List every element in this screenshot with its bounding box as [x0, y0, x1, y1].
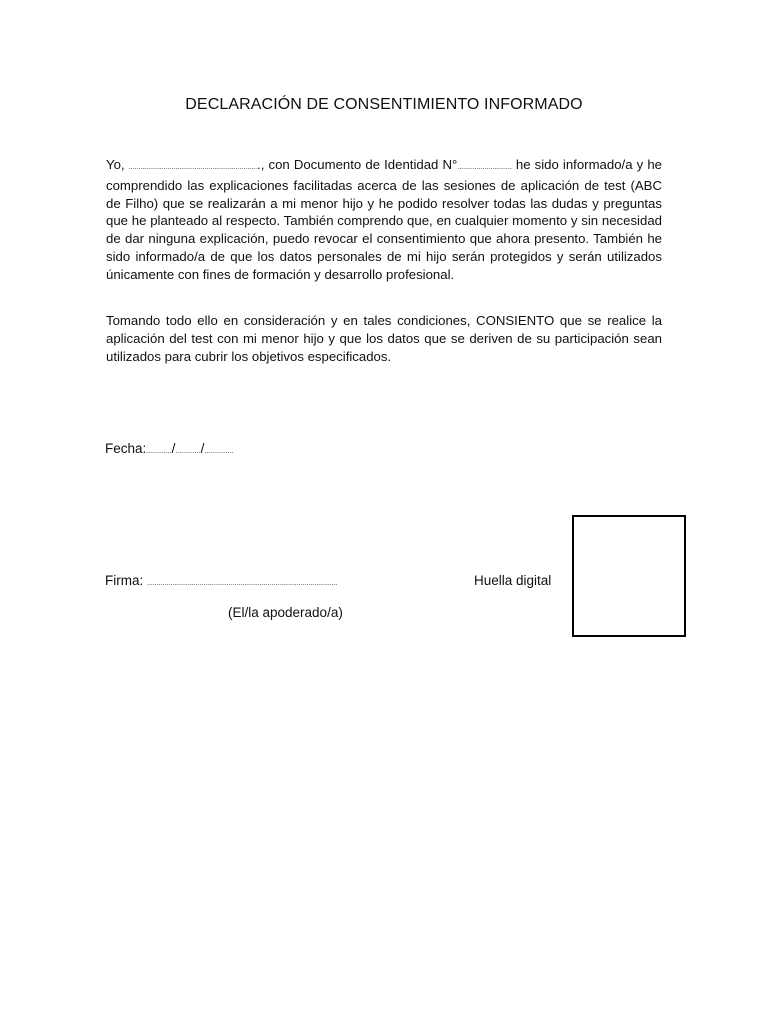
signature-label: Firma:: [105, 573, 147, 588]
signature-blank: ..................................................................................................: [147, 580, 338, 587]
signature-line: [105, 573, 338, 588]
year-blank: ...............: [204, 448, 234, 455]
signature-caption: (El/la apoderado/a): [228, 605, 343, 620]
id-label: ., con Documento de Identidad N°: [257, 157, 458, 172]
consent-body-text: he sido informado/a y he comprendido las explicaciones facilitadas acerca de las sesiones de aplicación de test (ABC de Filho) que se realizarán a mi menor hijo y he podido resolver todas las dudas y preguntas que he planteado al respecto. También comprendo que, en cualquier momento y sin necesidad de dar ninguna explicación, puedo revocar el consentimiento que ahora presento. También he sido informado/a de que los datos personales de mi hijo serán protegidos y serán utilizados únicamente con fines de formación y desarrollo profesional.: [106, 157, 663, 282]
date-label: Fecha:: [105, 441, 147, 456]
date-separator: /: [200, 441, 205, 456]
date-line: [105, 441, 234, 456]
month-blank: .............: [175, 448, 201, 455]
name-blank: ..................................................................: [128, 164, 258, 171]
page-title: DECLARACIÓN DE CONSENTIMIENTO INFORMADO: [185, 96, 583, 113]
date-separator: /: [171, 441, 176, 456]
consent-paragraph-2: Tomando todo ello en consideración y en tales condiciones, CONSIENTO que se realice la aplicación del test con mi menor hijo y que los datos que se deriven de su participación sean utilizados para cubrir los objetivos especificados.: [106, 313, 662, 364]
day-blank: .............: [146, 448, 172, 455]
yo-label: Yo,: [106, 157, 129, 172]
fingerprint-label: Huella digital: [474, 573, 552, 588]
fingerprint-box: [572, 515, 686, 637]
id-blank: ............................: [457, 164, 512, 171]
consent-paragraph-1: [106, 156, 662, 284]
